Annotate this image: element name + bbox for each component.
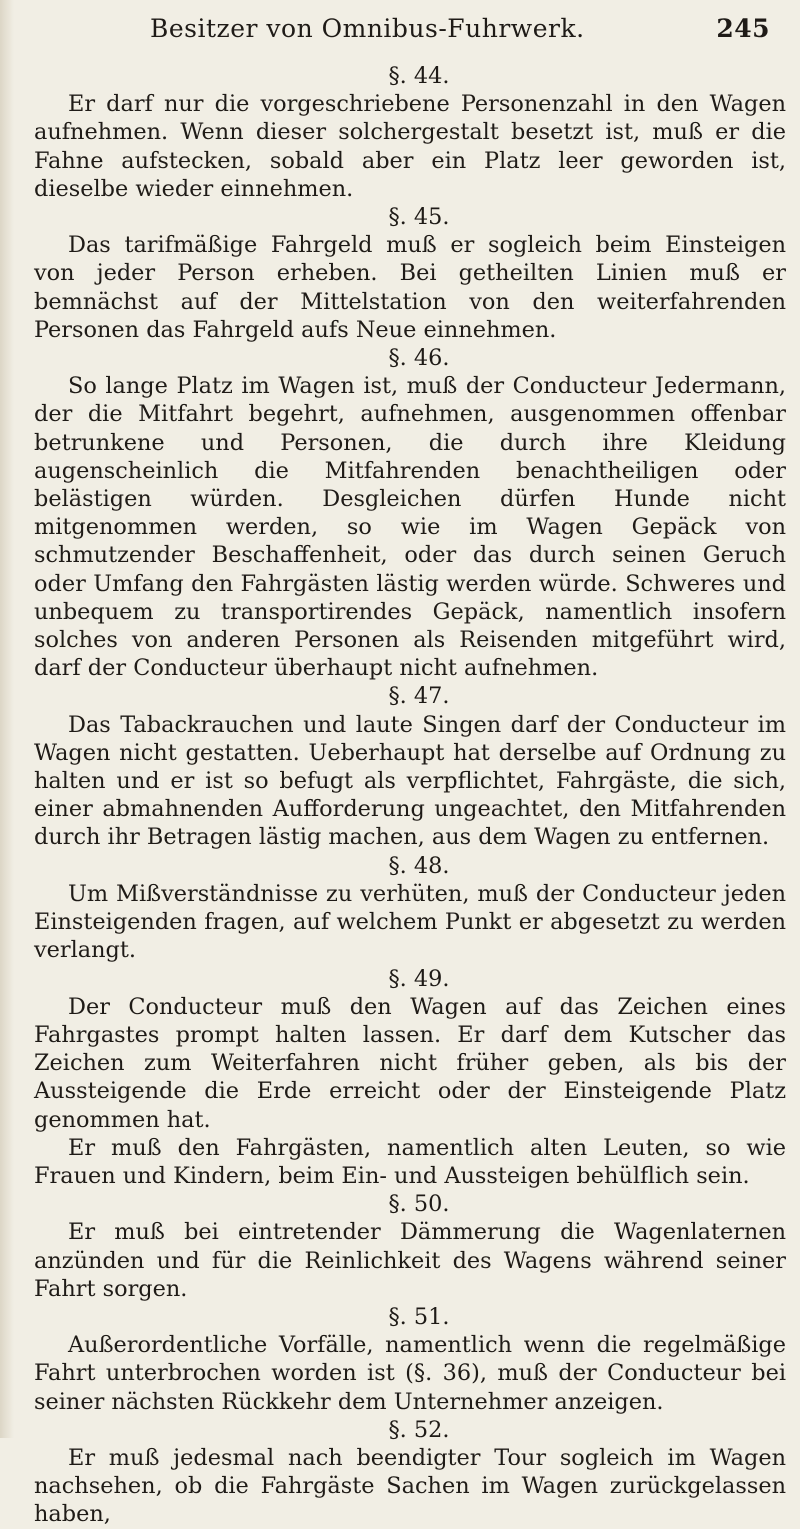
paragraph: Um Mißverständnisse zu verhüten, muß der Conducteur jeden Einsteigenden fragen, auf welchem Punkt er abgesetzt zu werden verlangt.: [34, 880, 786, 964]
paragraph: Der Conducteur muß den Wagen auf das Zeichen eines Fahrgastes prompt halten lassen. Er darf dem Kutscher das Zeichen zum Weiterfahren nicht früher geben, als bis der Aussteigende die Erde erreicht oder der Einsteigende Platz genommen hat.: [34, 993, 786, 1133]
section-heading-50: §. 50.: [388, 1191, 450, 1218]
page-number: 245: [716, 14, 770, 43]
section-heading-46: §. 46.: [388, 345, 450, 372]
section-heading-44: §. 44.: [388, 63, 450, 89]
paragraph: Er muß bei eintretender Dämmerung die Wagenlaternen anzünden und für die Reinlichkeit des Wagens während seiner Fahrt sorgen.: [34, 1219, 786, 1302]
section-heading-51: §. 51.: [388, 1303, 450, 1330]
paragraph: Das Tabackrauchen und laute Singen darf der Conducteur im Wagen nicht gestatten. Ueberhaupt hat derselbe auf Ordnung zu halten und er ist so befugt als verpflichtet, Fahrgäste, die sich, einer abmahnenden Aufforderung ungeachtet, den Mitfahrenden durch ihr Betragen lästig machen, aus dem Wagen zu entfernen.: [34, 711, 786, 851]
page-gutter-shadow: [0, 0, 14, 1438]
running-header: [150, 14, 770, 50]
paragraph: Er muß jedesmal nach beendigter Tour sogleich im Wagen nachsehen, ob die Fahrgäste Sachen im Wagen zurückgelassen haben,: [34, 1444, 786, 1528]
running-title: Besitzer von Omnibus-Fuhrwerk.: [150, 14, 585, 43]
section-heading-52: §. 52.: [388, 1416, 450, 1443]
paragraph: Er darf nur die vorgeschriebene Personenzahl in den Wagen aufnehmen. Wenn dieser solchergestalt besetzt ist, muß er die Fahne aufstecken, sobald aber ein Platz leer geworden ist, dieselbe wieder einnehmen.: [34, 91, 786, 202]
page-body: [34, 62, 786, 1529]
section-heading-48: §. 48.: [388, 852, 450, 879]
section-heading-45: §. 45.: [388, 204, 450, 231]
paragraph: Das tarifmäßige Fahrgeld muß er sogleich beim Einsteigen von jeder Person erheben. Bei getheilten Linien muß er bemnächst auf der Mittelstation von den weiterfahrenden Personen das Fahrgeld aufs Neue einnehmen.: [34, 232, 786, 343]
section-heading-49: §. 49.: [388, 965, 450, 992]
section-heading-47: §. 47.: [388, 683, 450, 710]
paragraph: Außerordentliche Vorfälle, namentlich wenn die regelmäßige Fahrt unterbrochen worden ist (§. 36), muß der Conducteur bei seiner nächsten Rückkehr dem Unternehmer anzeigen.: [34, 1332, 786, 1415]
paragraph: Er muß den Fahrgästen, namentlich alten Leuten, so wie Frauen und Kindern, beim Ein- und Aussteigen behülflich sein.: [34, 1134, 786, 1189]
paragraph: So lange Platz im Wagen ist, muß der Conducteur Jedermann, der die Mitfahrt begehrt, aufnehmen, ausgenommen offenbar betrunkene und Personen, die durch ihre Kleidung augenscheinlich die Mitfahrenden benachtheiligen oder belästigen würden. Desgleichen dürfen Hunde nicht mitgenommen werden, so wie im Wagen Gepäck von schmutzender Beschaffenheit, oder das durch seinen Geruch oder Umfang den Fahrgästen lästig werden würde. Schweres und unbequem zu transportirendes Gepäck, namentlich insofern solches von anderen Personen als Reisenden mitgeführt wird, darf der Conducteur überhaupt nicht aufnehmen.: [34, 373, 786, 682]
